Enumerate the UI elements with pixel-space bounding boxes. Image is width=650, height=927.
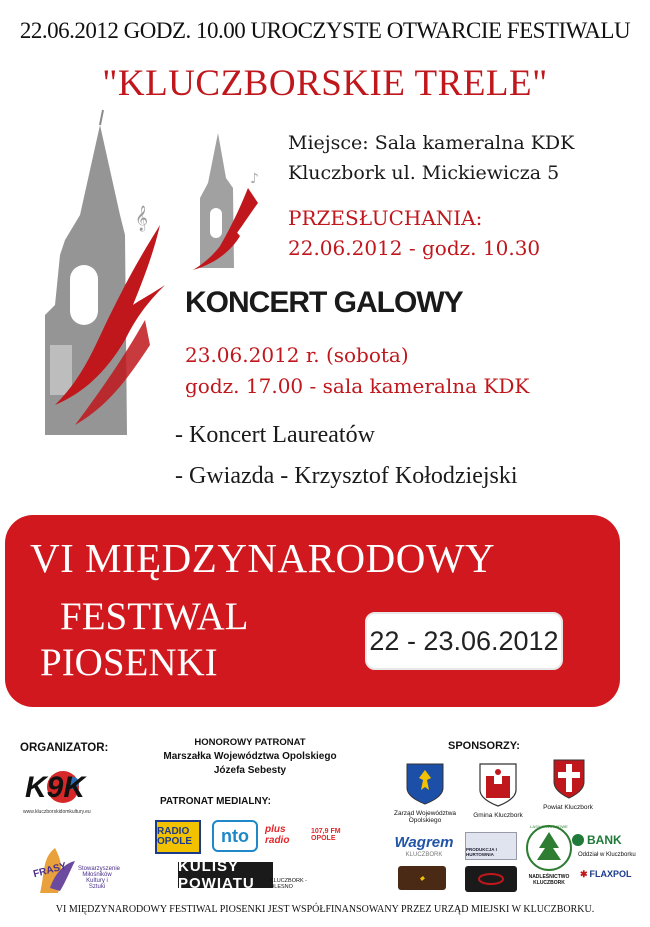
production-logo: PRODUKCJA I HURTOWNIA [465, 832, 517, 860]
bank-logo-icon [572, 834, 584, 846]
venue-address: Kluczbork ul. Mickiewicza 5 [288, 162, 560, 184]
kdk-logo [15, 763, 110, 818]
fm-opole-logo: 107,9 FM OPOLE [311, 828, 341, 842]
dark-sponsor-logo [465, 866, 517, 892]
towers-bird-illustration [15, 105, 190, 440]
auditions-label: PRZESŁUCHANIA: [288, 206, 483, 230]
powiat-crest-icon [552, 758, 586, 800]
flaxpol-logo [580, 866, 640, 882]
flaxpol-logo-text: FLAXPOL [589, 869, 632, 879]
plus-radio-logo: plus radio [265, 824, 290, 846]
gala-item-laureates: - Koncert Laureatów [175, 422, 375, 448]
kulisy-logo: KULISY POWIATU [178, 862, 273, 888]
flaxpol-icon: ✱ [580, 868, 588, 879]
frasy-logo-text: FRASY [32, 860, 68, 881]
wagrem-subtitle: KLUCZBORK [405, 852, 443, 858]
small-tower-illustration [178, 128, 278, 278]
kdk-url: www.kluczborskidomkultury.eu [23, 809, 91, 815]
restaurant-logo [398, 866, 446, 890]
media-label: PATRONAT MEDIALNY: [160, 796, 271, 807]
nadlesnictwo-caption: NADLEŚNICTWO KLUCZBORK [528, 874, 570, 886]
crest-caption-gmina: Gmina Kluczbork [473, 812, 523, 819]
lasy-panstwowe-logo-icon [525, 824, 573, 872]
funding-note: VI MIĘDZYNARODOWY FESTIWAL PIOSENKI JEST WSPÓŁFINANSOWANY PRZEZ URZĄD MIEJSKI W KLUCZBORKU. [55, 904, 595, 915]
banner-line-3: PIOSENKI [40, 641, 218, 684]
bank-branch: Oddział w Kluczborku [578, 852, 636, 858]
auditions-time: 22.06.2012 - godz. 10.30 [288, 236, 541, 260]
honorary-line-2: Józefa Sebesty [213, 765, 287, 776]
lasy-panstwowe-label: LASY PAŃSTWOWE [530, 824, 568, 829]
bank-logo-text: BANK [587, 833, 622, 847]
svg-text:𝄞: 𝄞 [135, 206, 149, 231]
radio-opole-logo: RADIO OPOLE [155, 820, 201, 854]
gala-title: KONCERT GALOWY [185, 286, 463, 319]
kulisy-subtitle: KLUCZBORK - OLESNO [270, 878, 307, 890]
opolskie-crest-icon [405, 762, 445, 806]
festival-dates: 22 - 23.06.2012 [365, 612, 563, 670]
gala-date: 23.06.2012 r. (sobota) [185, 343, 409, 367]
festival-name: "KLUCZBORSKIE TRELE" [102, 63, 548, 104]
nto-logo: nto [212, 820, 258, 852]
banner-line-2: FESTIWAL [60, 595, 249, 638]
wagrem-logo: Wagrem [394, 833, 454, 851]
frasy-caption: Stowarzyszenie Miłośników Kultury i Sztuki [78, 866, 121, 890]
gala-item-star: - Gwiazda - Krzysztof Kołodziejski [175, 463, 518, 489]
restaurant-logo-mark: ◆ [419, 875, 425, 882]
organizer-label: ORGANIZATOR: [20, 742, 109, 754]
kdk-logo-text: K9K [25, 771, 86, 804]
kluczbork-crest-icon [478, 762, 518, 808]
bank-logo [572, 833, 647, 847]
venue-place: Miejsce: Sala kameralna KDK [288, 132, 575, 154]
banner-line-1: VI MIĘDZYNARODOWY [30, 535, 496, 581]
honorary-line-1: Marszałka Województwa Opolskiego [163, 751, 337, 762]
crest-caption-region: Zarząd Województwa Opolskiego [393, 810, 457, 824]
opening-announcement: 22.06.2012 GODZ. 10.00 UROCZYSTE OTWARCIE FESTIWALU [19, 18, 631, 43]
frasy-logo [30, 843, 80, 895]
crest-caption-powiat: Powiat Kluczbork [543, 804, 593, 811]
dark-sponsor-icon [476, 871, 506, 887]
gala-time-place: godz. 17.00 - sala kameralna KDK [185, 374, 530, 398]
sponsors-label: SPONSORZY: [448, 740, 520, 752]
honorary-label: HONOROWY PATRONAT [194, 737, 306, 748]
svg-text:♪: ♪ [250, 171, 259, 187]
